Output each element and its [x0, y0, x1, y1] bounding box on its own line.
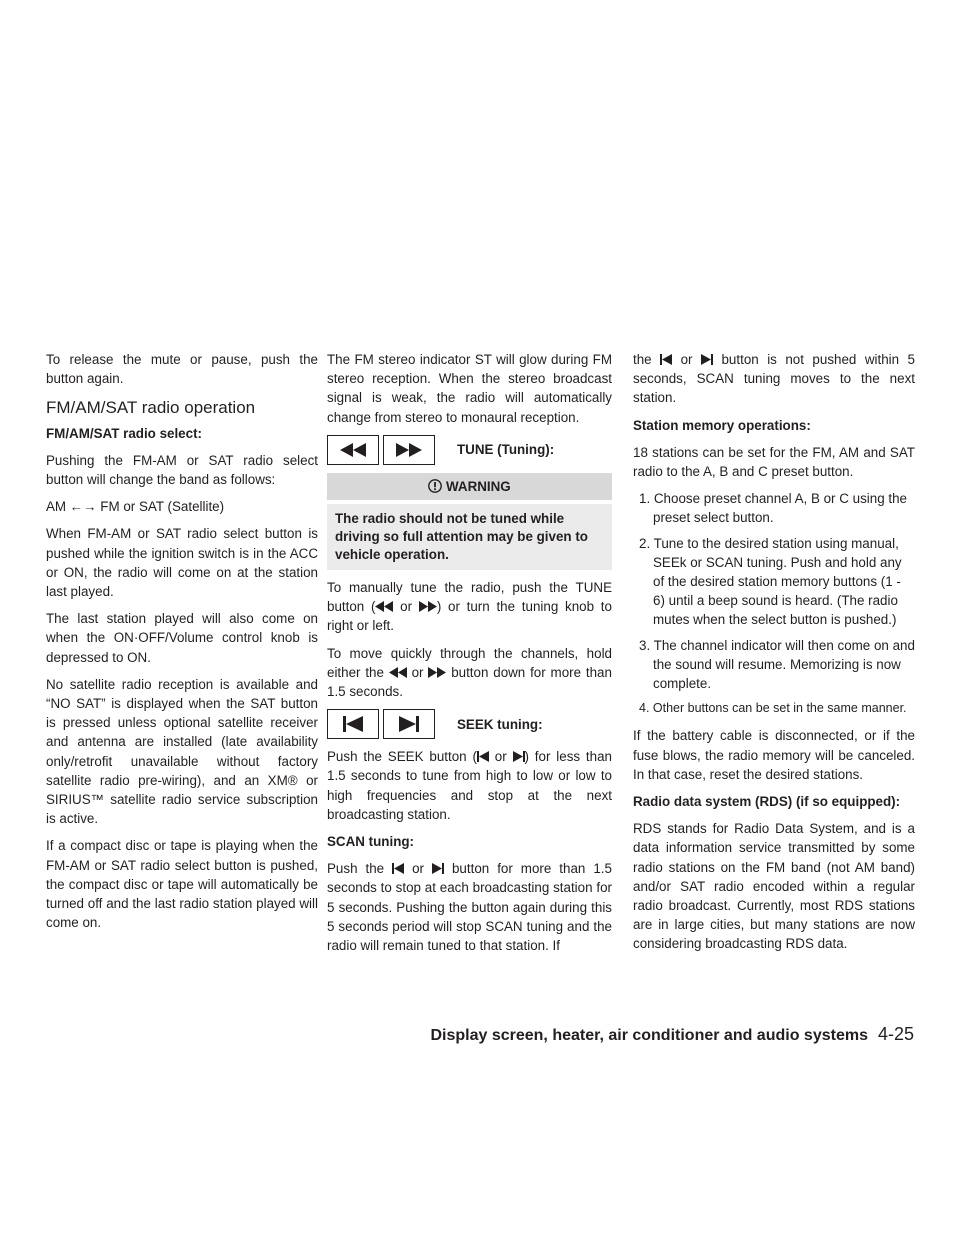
band-cycle: AM ←→ FM or SAT (Satellite) [46, 499, 225, 515]
paragraph: Push the SEEK button ( or ) for less than 1.5 seconds to tune from high to low or low to high frequencies and stop at the next broadcasting station. [327, 749, 612, 822]
section-title: Display screen, heater, air conditioner and audio systems [430, 1027, 868, 1044]
scan-heading: SCAN tuning: [327, 834, 415, 850]
paragraph: RDS stands for Radio Data System, and is a data information service transmitted by some radio stations on the FM band (not AM band) and/or SAT radio encoded within a regular radio broadcast. Currently, most RDS stations are in large cities, but many stations are now considering broadcasting RDS data. [633, 821, 915, 952]
skip-forward-icon [701, 354, 713, 365]
paragraph: 18 stations can be set for the FM, AM and SAT radio to the A, B and C preset button. [633, 444, 915, 480]
seek-back-button [327, 709, 379, 739]
paragraph: If the battery cable is disconnected, or if the fuse blows, the radio memory will be canceled. In that case, reset the desired stations. [633, 728, 915, 782]
warning-title: WARNING [327, 473, 612, 500]
list-item: 4. Other buttons can be set in the same manner. [639, 701, 907, 716]
fast-forward-icon [428, 667, 446, 678]
seek-caption: SEEK tuning: [457, 716, 543, 732]
list-item: 1. Choose preset channel A, B or C using the preset select button. [639, 491, 907, 526]
tune-caption: TUNE (Tuning): [457, 442, 555, 458]
paragraph: If a compact disc or tape is playing when the FM-AM or SAT radio select button is pushed, the compact disc or tape will automatically be turned off and the last radio station played will come on. [46, 838, 318, 931]
page-number: 4-25 [877, 1024, 914, 1044]
paragraph: Pushing the FM-AM or SAT radio select button will change the band as follows: [46, 452, 318, 488]
skip-back-icon [392, 863, 404, 874]
list-item: 2. Tune to the desired station using manual, SEEk or SCAN tuning. Push and hold any of the desired station memory buttons (1 - 6) until a beep sound is heard. (The radio mutes when the select button is pushed.) [639, 535, 902, 628]
column-3 [633, 350, 915, 962]
rewind-icon [375, 601, 393, 612]
page-footer [430, 1024, 914, 1045]
rewind-icon [340, 443, 366, 457]
fast-forward-icon [396, 443, 422, 457]
skip-forward-icon [398, 716, 420, 732]
list-item: 3. The channel indicator will then come on and the sound will resume. Memorizing is now complete. [639, 637, 915, 692]
fast-forward-icon [419, 601, 437, 612]
skip-forward-icon [432, 863, 444, 874]
paragraph: The last station played will also come on when the ON·OFF/Volume control knob is depressed to ON. [46, 611, 318, 665]
seek-button-figure [327, 709, 612, 739]
paragraph: When FM-AM or SAT radio select button is pushed while the ignition switch is in the ACC or ON, the radio will come on at the station last played. [46, 526, 318, 600]
tune-button-figure [327, 435, 612, 465]
section-heading: FM/AM/SAT radio operation [46, 398, 256, 418]
subheading-radio-select: FM/AM/SAT radio select: [46, 425, 202, 441]
paragraph: The FM stereo indicator ST will glow during FM stereo reception. When the stereo broadcast signal is weak, the radio will automatically change from stereo to monaural reception. [327, 352, 612, 425]
rds-heading: Radio data system (RDS) (if so equipped): [633, 794, 901, 810]
warning-text: The radio should not be tuned while driving so full attention may be given to vehicle operation. [327, 504, 612, 570]
rewind-icon [389, 667, 407, 678]
paragraph: the or button is not pushed within 5 seconds, SCAN tuning moves to the next station. [633, 352, 915, 406]
skip-forward-icon [513, 751, 525, 762]
paragraph: To release the mute or pause, push the button again. [46, 352, 318, 387]
column-2 [327, 350, 612, 963]
skip-back-icon [660, 354, 672, 365]
warning-icon [428, 479, 442, 493]
rewind-button [327, 435, 379, 465]
paragraph: No satellite radio reception is available and “NO SAT” is displayed when the SAT button is pressed unless optional satellite receiver and antenna are installed (late availability only/retrofit unavailable without factory satellite radio pre-wiring), and an XM® or SIRIUS™ satellite radio service subscription is active. [46, 676, 318, 827]
paragraph: Push the or button for more than 1.5 seconds to stop at each broadcasting station for 5 seconds. Pushing the button again during this 5 seconds period will stop SCAN tuning and the radio will remain tuned to that station. If [327, 861, 612, 954]
skip-back-icon [477, 751, 489, 762]
memory-heading: Station memory operations: [633, 417, 811, 433]
paragraph: To move quickly through the channels, hold either the or button down for more than 1.5 seconds. [327, 645, 612, 700]
paragraph: To manually tune the radio, push the TUNE button ( or ) or turn the tuning knob to right or left. [327, 580, 612, 634]
fast-forward-button [383, 435, 435, 465]
skip-back-icon [342, 716, 364, 732]
memory-steps [633, 489, 915, 718]
column-1 [46, 350, 318, 940]
seek-forward-button [383, 709, 435, 739]
